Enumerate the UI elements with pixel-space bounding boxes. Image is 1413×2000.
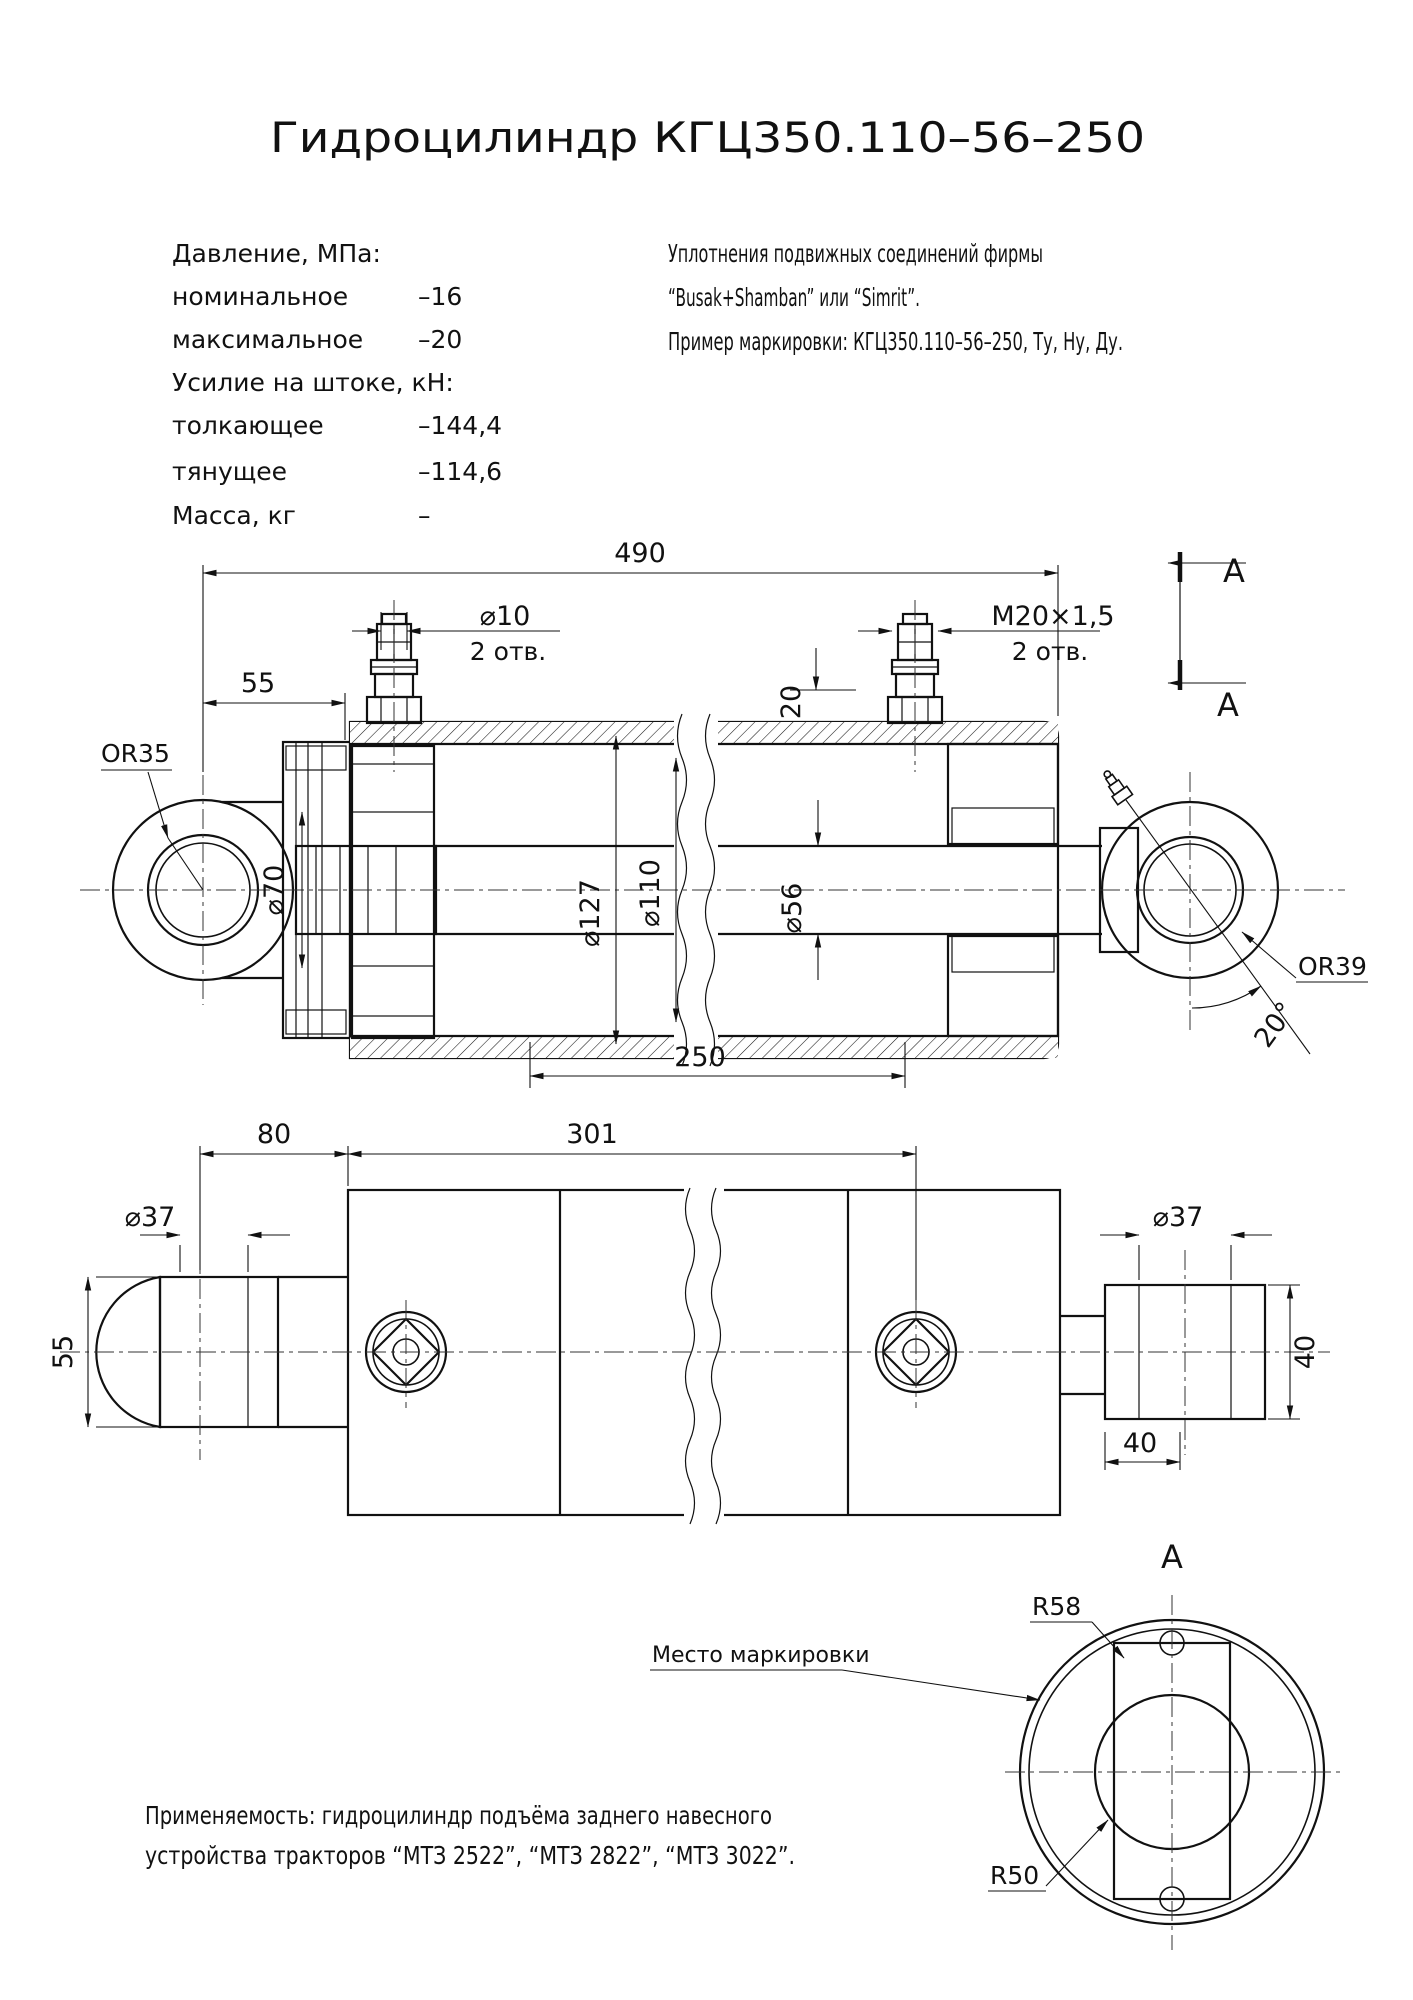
rod-eye [1098, 766, 1278, 978]
page-title: Гидроцилиндр КГЦ350.110–56–250 [270, 113, 1145, 162]
dim-rod: ⌀56 [777, 882, 808, 934]
dim-pin-dia-right: ⌀37 [1152, 1202, 1204, 1233]
dim-body-od: ⌀127 [575, 879, 606, 947]
dim-overall-length: 490 [614, 538, 666, 569]
r58-label: R58 [1032, 1592, 1082, 1621]
note-line-2: “Busak+Shamban” или “Simrit”. [668, 283, 920, 312]
spec-label-mass: Масса, кг [172, 501, 296, 530]
application-line-2: устройства тракторов “МТЗ 2522”, “МТЗ 2822”, “МТЗ 3022”. [145, 1841, 795, 1870]
section-letter-bottom: A [1217, 686, 1239, 724]
side-view-drawing [48, 1119, 1330, 1524]
section-letter-top: A [1223, 552, 1245, 590]
note-line-3: Пример маркировки: КГЦ350.110–56–250, Ту, Ну, Ду. [668, 327, 1123, 356]
application-note [145, 1801, 795, 1870]
spec-label-max: максимальное [172, 325, 364, 354]
spec-value-mass: – [418, 501, 431, 530]
dim-eye-offset: 55 [240, 668, 276, 699]
spec-value-nominal: –16 [418, 282, 463, 311]
dim-stroke: 250 [674, 1042, 726, 1073]
port-thread-label: М20×1,5 [991, 601, 1115, 632]
spec-value-push: –144,4 [418, 411, 503, 440]
spec-label-nominal: номинальное [172, 282, 349, 311]
marking-place-label: Место маркировки [652, 1643, 870, 1668]
r50-label: R50 [990, 1861, 1040, 1890]
spec-table [172, 239, 502, 530]
port-thread-qty-label: 2 отв. [1011, 637, 1089, 666]
dim-pin-length-right: 40 [1122, 1428, 1158, 1459]
angle-label: 20° [1248, 996, 1302, 1054]
spec-value-max: –20 [418, 325, 463, 354]
spec-label-pull: тянущее [172, 457, 288, 486]
spec-value-pull: –114,6 [418, 457, 503, 486]
spec-label-force: Усилие на штоке, кН: [172, 368, 454, 397]
dim-pin-width-right: 40 [1290, 1334, 1321, 1370]
dim-eye-boss: ⌀70 [259, 864, 290, 916]
section-plane-mark [1168, 552, 1246, 724]
section-a-view [650, 1538, 1340, 1950]
dim-pin-dia-left: ⌀37 [124, 1202, 176, 1233]
piston [296, 746, 436, 1038]
main-view-drawing [80, 538, 1368, 1088]
note-line-1: Уплотнения подвижных соединений фирмы [668, 239, 1043, 268]
seal-notes [668, 239, 1123, 356]
dim-body-length: 301 [566, 1119, 618, 1150]
dim-bore: ⌀110 [635, 859, 666, 927]
dim-head-length: 80 [256, 1119, 292, 1150]
grease-fitting-icon [1098, 766, 1132, 804]
spec-label-pressure: Давление, МПа: [172, 239, 381, 268]
dim-port-depth: 20 [776, 684, 807, 720]
section-view-letter: A [1161, 1538, 1183, 1576]
application-line-1: Применяемость: гидроцилиндр подъёма заднего навесного [145, 1801, 772, 1830]
spec-label-push: толкающее [172, 411, 324, 440]
dimensions-main [101, 538, 1368, 1088]
centerlines-section [1005, 1595, 1340, 1950]
or39-label: OR39 [1298, 952, 1367, 981]
dim-pin-width-left: 55 [48, 1334, 79, 1370]
port-hole-qty-label: 2 отв. [469, 637, 547, 666]
port-hole-dia-label: ⌀10 [479, 601, 531, 632]
or35-label: OR35 [101, 739, 170, 768]
break-lines-side [684, 1186, 724, 1524]
